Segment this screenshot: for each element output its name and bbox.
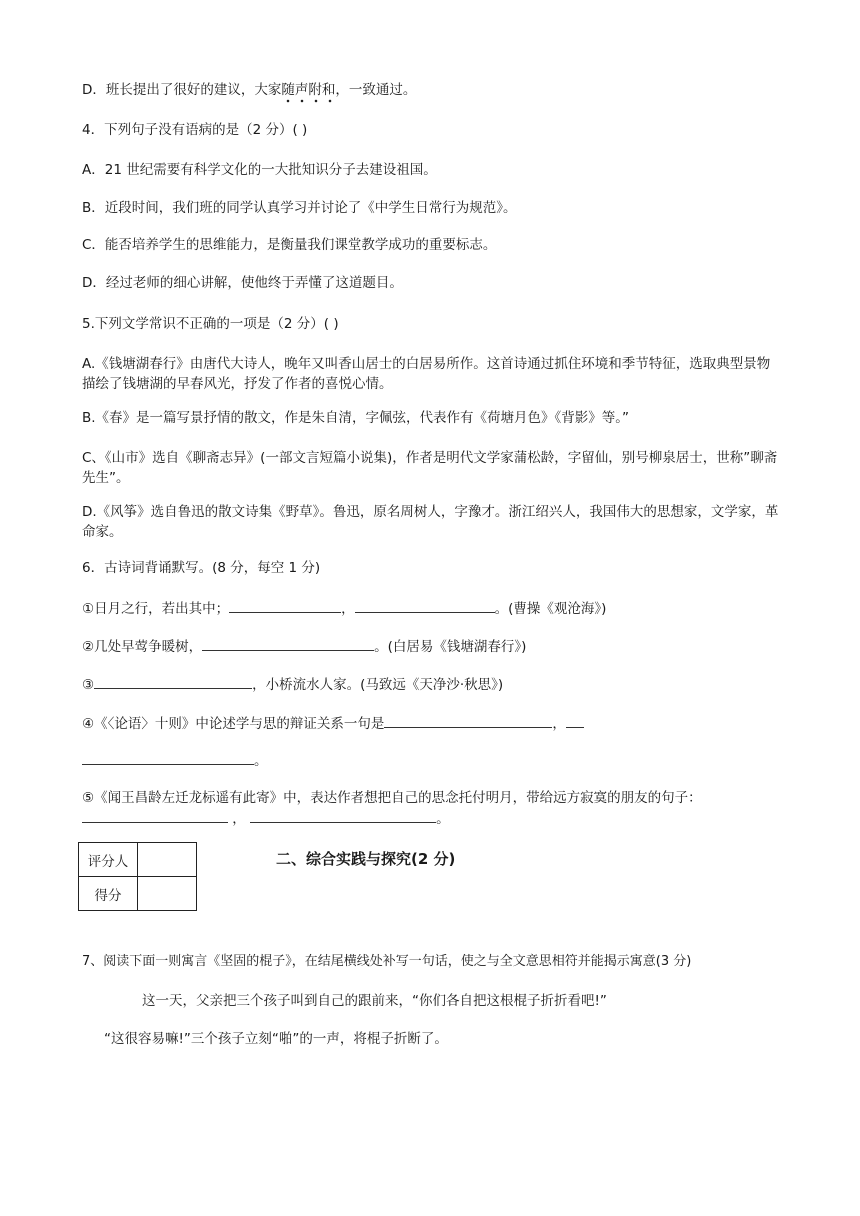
q6-line-5-text: ⑤《闻王昌龄左迁龙标遥有此寄》中，表达作者想把自己的思念托付明月，带给远方寂寞的朋友的句子： [82,790,702,806]
q6-line-3-num: ③ [82,677,95,693]
q7-paragraph-2: “这很容易嘛!”三个孩子立刻“啪”的一声，将棍子折断了。 [104,1031,448,1047]
q4-option-a: A．21 世纪需要有科学文化的一大批知识分子去建设祖国。 [82,162,437,178]
q6-line-4-end: 。 [254,753,268,769]
score-field[interactable] [138,877,197,911]
q6-line-5-comma: ， [232,811,246,827]
q5-stem: 5.下列文学常识不正确的一项是（2 分）( ) [82,316,339,332]
q6-line-2 [82,636,526,657]
q6-stem: 6．古诗词背诵默写。(8 分，每空 1 分) [82,560,321,576]
q6-line-1-comma: ， [341,601,355,617]
q3-option-d-text: D．班长提出了很好的建议，大家 [82,82,282,98]
q5-option-a: A.《钱塘湖春行》由唐代大诗人，晚年又叫香山居士的白居易所作。这首诗通过抓住环境和季节特征，选取典型景物描绘了钱塘湖的早春风光，抒发了作者的喜悦心情。 [82,356,771,392]
grader-field[interactable] [138,843,197,877]
q4-stem: 4．下列句子没有语病的是（2 分）( ) [82,122,308,138]
q5-option-d: D.《风筝》选自鲁迅的散文诗集《野草》。鲁迅，原名周树人，字豫才。浙江绍兴人，我国伟大的思想家，文学家，革命家。 [82,504,779,540]
q6-line-5-end: 。 [436,811,450,827]
q6-line-4 [82,713,584,734]
q3-option-d-text-end: ，一致通过。 [335,82,417,98]
section-2-title: 二、综合实践与探究(2 分) [276,850,456,868]
answer-blank[interactable] [82,750,254,765]
q7-paragraph-1: 这一天，父亲把三个孩子叫到自己的跟前来，“你们各自把这根棍子折折看吧!” [142,993,607,1009]
grader-label: 评分人 [79,843,138,877]
answer-blank[interactable] [384,713,552,728]
q5-option-c: C、《山市》选自《聊斋志异》(一部文言短篇小说集)，作者是明代文学家蒲松龄，字留仙，别号柳泉居士，世称”聊斋先生”。 [82,450,778,486]
score-table [78,842,197,911]
q6-line-4-comma: ， [552,716,566,732]
q6-line-4-text: ④《〈论语〉十则》中论述学与思的辩证关系一句是 [82,716,385,732]
answer-blank[interactable] [250,808,436,823]
answer-blank[interactable] [229,598,341,613]
q6-line-2-source: 。(白居易《钱塘湖春行》) [374,639,527,655]
q3-option-d [82,80,416,100]
answer-blank[interactable] [566,713,584,728]
q7-stem: 7、阅读下面一则寓言《坚固的棍子》，在结尾横线处补写一句话，使之与全文意思相符并能揭示寓意(3 分) [82,954,692,969]
q6-line-1-text: ①日月之行，若出其中； [82,601,230,617]
answer-blank[interactable] [94,674,252,689]
q6-line-1-source: 。(曹操《观沧海》) [494,601,607,617]
answer-blank[interactable] [355,598,495,613]
q4-option-c: C．能否培养学生的思维能力，是衡量我们课堂教学成功的重要标志。 [82,237,497,253]
q6-line-5 [82,788,782,829]
q5-option-b: B.《春》是一篇写景抒情的散文，作是朱自清，字佩弦，代表作有《荷塘月色》《背影》等。” [82,410,630,426]
q6-line-3 [82,674,503,695]
q6-line-3-source: ，小桥流水人家。(马致远《天净沙·秋思》) [252,677,504,693]
q6-line-1 [82,598,606,619]
answer-blank[interactable] [202,636,374,651]
answer-blank[interactable] [82,808,228,823]
q4-option-d: D．经过老师的细心讲解，使他终于弄懂了这道题目。 [82,275,403,291]
score-label: 得分 [79,877,138,911]
emphasis-dotted-phrase: 随声附和 [281,82,335,104]
q6-line-2-text: ②几处早莺争暖树， [82,639,203,655]
q4-option-b: B．近段时间，我们班的同学认真学习并讨论了《中学生日常行为规范》。 [82,200,517,216]
q6-line-4-cont [82,750,268,771]
